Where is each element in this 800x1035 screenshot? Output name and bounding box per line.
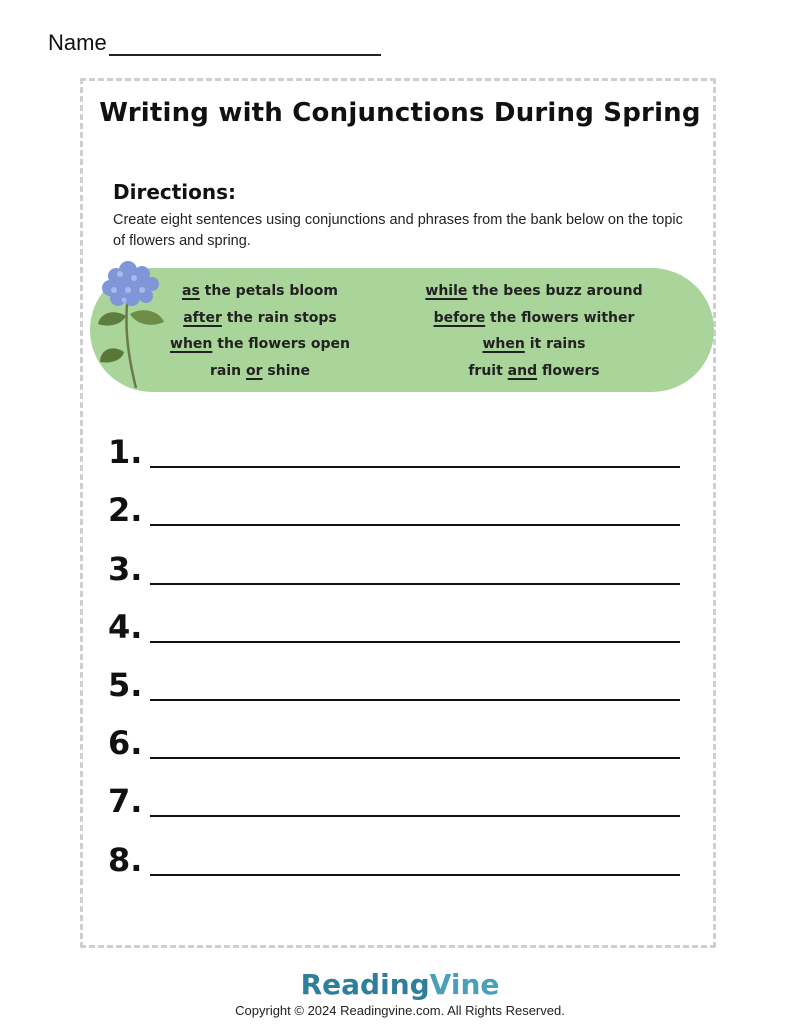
word-bank-item: fruit and flowers	[468, 362, 600, 379]
line-number: 2.	[108, 491, 143, 529]
worksheet-title: Writing with Conjunctions During Spring	[99, 98, 701, 128]
name-blank[interactable]	[109, 34, 381, 56]
sentence-line-6[interactable]	[108, 723, 688, 763]
conjunction: when	[482, 336, 525, 352]
word-bank-right	[414, 278, 654, 384]
word-bank-item: when it rains	[482, 336, 586, 352]
sentence-line-8[interactable]	[108, 840, 688, 880]
line-number: 7.	[108, 782, 143, 820]
sentence-line-5[interactable]	[108, 665, 688, 705]
conjunction: while	[425, 283, 468, 299]
word-bank-item: after the rain stops	[183, 309, 337, 326]
writing-rule	[150, 757, 680, 759]
word-bank-item: while the bees buzz around	[425, 283, 643, 299]
conjunction: as	[182, 283, 200, 299]
name-field	[48, 30, 381, 56]
line-number: 8.	[108, 841, 143, 879]
line-number: 3.	[108, 550, 143, 588]
readingvine-logo	[0, 968, 800, 1001]
sentence-line-3[interactable]	[108, 549, 688, 589]
word-bank-left	[150, 278, 370, 384]
conjunction: when	[170, 336, 213, 352]
directions-text: Create eight sentences using conjunctions and phrases from the bank below on the topic of flowers and spring.	[113, 212, 683, 249]
sentence-line-2[interactable]	[108, 490, 688, 530]
logo-part2: Vine	[429, 968, 500, 1001]
writing-rule	[150, 524, 680, 526]
writing-rule	[150, 641, 680, 643]
writing-rule	[150, 583, 680, 585]
conjunction: or	[246, 362, 263, 379]
word-bank-item: before the flowers wither	[433, 309, 635, 326]
writing-rule	[150, 466, 680, 468]
writing-rule	[150, 815, 680, 817]
line-number: 6.	[108, 724, 143, 762]
conjunction: before	[433, 309, 486, 326]
conjunction: and	[507, 362, 538, 379]
word-bank-item: rain or shine	[210, 362, 310, 379]
directions-heading: Directions:	[113, 180, 237, 204]
sentence-line-7[interactable]	[108, 781, 688, 821]
line-number: 4.	[108, 608, 143, 646]
word-bank-item: when the flowers open	[170, 336, 350, 352]
sentence-line-1[interactable]	[108, 432, 688, 472]
name-label: Name	[48, 30, 107, 55]
line-number: 1.	[108, 433, 143, 471]
writing-rule	[150, 699, 680, 701]
line-number: 5.	[108, 666, 143, 704]
conjunction: after	[183, 309, 222, 326]
copyright-text: Copyright © 2024 Readingvine.com. All Rights Reserved.	[235, 1003, 565, 1018]
writing-rule	[150, 874, 680, 876]
sentence-line-4[interactable]	[108, 607, 688, 647]
word-bank-item: as the petals bloom	[182, 283, 338, 299]
logo-part1: Reading	[300, 968, 430, 1001]
